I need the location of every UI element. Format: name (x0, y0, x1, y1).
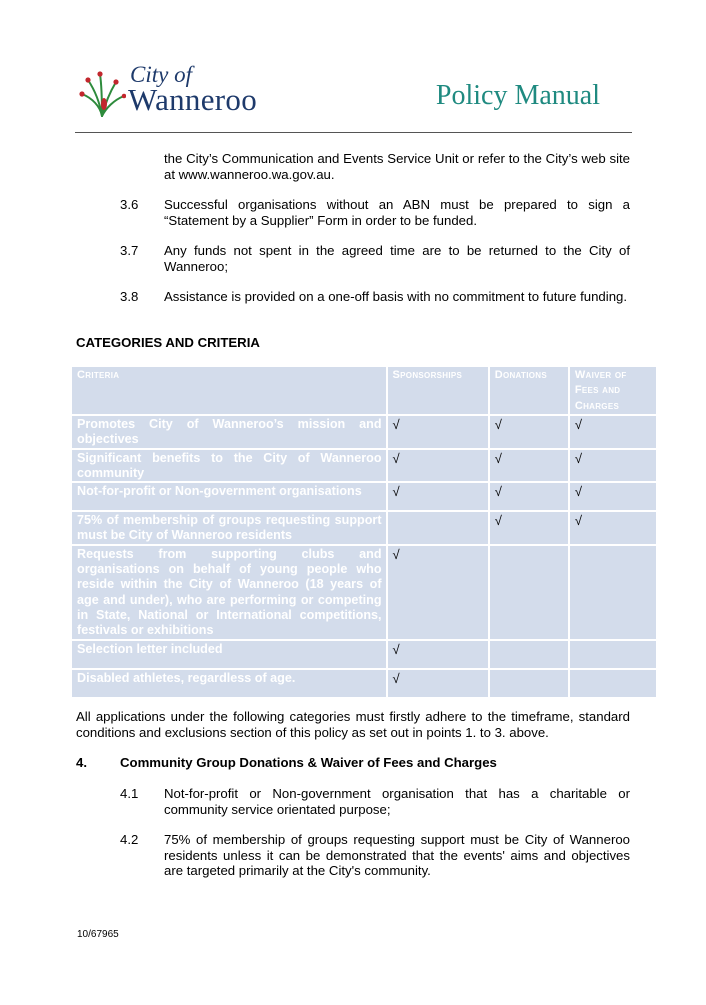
criteria-cell: Disabled athletes, regardless of age. (72, 670, 386, 697)
waiver-cell: √ (570, 512, 656, 544)
sponsorships-cell: √ (388, 483, 488, 510)
sponsorships-cell: √ (388, 416, 488, 448)
table-row (72, 546, 656, 639)
waiver-cell (570, 670, 656, 697)
sponsorships-cell: √ (388, 546, 488, 639)
section-number: 4. (76, 755, 87, 770)
item-number: 3.8 (120, 289, 139, 304)
criteria-cell: Selection letter included (72, 641, 386, 668)
item-text: Assistance is provided on a one-off basis with no commitment to future funding. (164, 289, 628, 304)
intro-continuation: the City’s Communication and Events Service Unit or refer to the City’s web site at www.wanneroo.wa.gov.au. (164, 151, 630, 182)
waiver-cell: √ (570, 416, 656, 448)
donations-cell: √ (490, 450, 568, 482)
donations-cell (490, 546, 568, 639)
sponsorships-cell: √ (388, 670, 488, 697)
criteria-table (70, 365, 658, 699)
table-row (72, 483, 656, 510)
header-sponsorships: Sponsorships (388, 367, 488, 414)
donations-cell (490, 641, 568, 668)
kangaroo-paw-icon (78, 68, 126, 118)
logo-city-of-text: City of (130, 62, 192, 87)
waiver-cell (570, 546, 656, 639)
criteria-cell: Requests from supporting clubs and organisations on behalf of young people who reside within the City of Wanneroo (18 years of age and under), who are performing or competing in State, National or International competitions, festivals or exhibitions (72, 546, 386, 639)
criteria-cell: Significant benefits to the City of Wanneroo community (72, 450, 386, 482)
waiver-cell (570, 641, 656, 668)
document-reference: 10/67965 (77, 929, 119, 940)
item-text: Successful organisations without an ABN must be prepared to sign a “Statement by a Supplier” Form in order to be funded. (164, 197, 630, 228)
table-row (72, 641, 656, 668)
header-divider (75, 132, 632, 133)
table-row (72, 416, 656, 448)
criteria-cell: 75% of membership of groups requesting support must be City of Wanneroo residents (72, 512, 386, 544)
criteria-cell: Not-for-profit or Non-government organisations (72, 483, 386, 510)
section-title: Community Group Donations & Waiver of Fees and Charges (120, 755, 497, 770)
donations-cell: √ (490, 512, 568, 544)
header-criteria: Criteria (72, 367, 386, 414)
sponsorships-cell: √ (388, 450, 488, 482)
sponsorships-cell (388, 512, 488, 544)
table-row (72, 670, 656, 697)
waiver-cell: √ (570, 483, 656, 510)
header-donations: Donations (490, 367, 568, 414)
criteria-cell: Promotes City of Wanneroo’s mission and objectives (72, 416, 386, 448)
logo-wanneroo-text: Wanneroo (128, 82, 258, 117)
item-number: 3.6 (120, 197, 139, 212)
donations-cell: √ (490, 416, 568, 448)
item-number: 4.2 (120, 832, 139, 847)
donations-cell (490, 670, 568, 697)
applications-paragraph: All applications under the following categories must firstly adhere to the timeframe, standard conditions and exclusions section of this policy as set out in points 1. to 3. above. (76, 709, 630, 740)
categories-heading: CATEGORIES AND CRITERIA (76, 335, 260, 350)
item-number: 3.7 (120, 243, 139, 258)
item-text: 75% of membership of groups requesting support must be City of Wanneroo residents unless it can be demonstrated that the events' aims and objectives are targeted primarily at the City's community. (164, 832, 630, 878)
table-row (72, 450, 656, 482)
item-text: Not-for-profit or Non-government organisation that has a charitable or community service orientated purpose; (164, 786, 630, 817)
item-number: 4.1 (120, 786, 139, 801)
donations-cell: √ (490, 483, 568, 510)
header-waiver: Waiver of Fees and Charges (570, 367, 656, 414)
waiver-cell: √ (570, 450, 656, 482)
page-title: Policy Manual (435, 80, 600, 111)
table-row (72, 512, 656, 544)
table-header-row (72, 367, 656, 414)
item-text: Any funds not spent in the agreed time are to be returned to the City of Wanneroo; (164, 243, 630, 274)
sponsorships-cell: √ (388, 641, 488, 668)
city-of-wanneroo-logo (78, 62, 278, 122)
